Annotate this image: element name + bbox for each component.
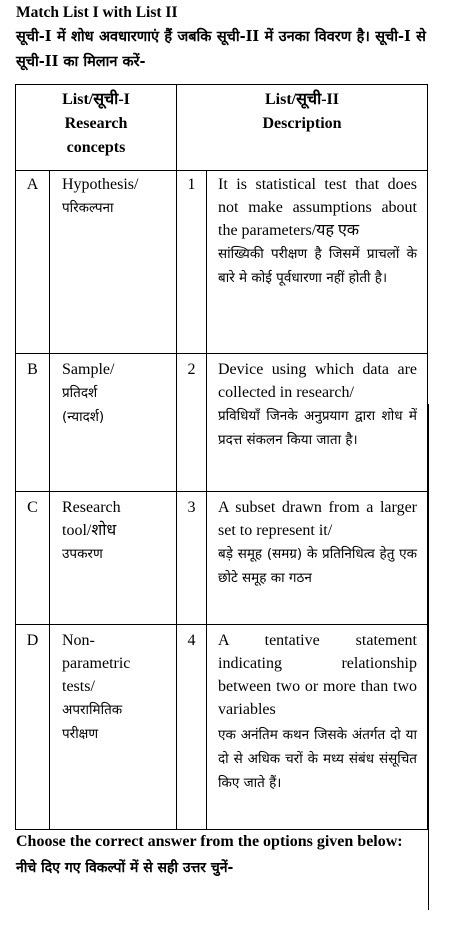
footer-hindi: नीचे दिए गए विकल्पों में से सही उत्तर चुनें- <box>16 860 234 876</box>
page-right-rule <box>428 404 429 910</box>
concept-line: Hypothesis/ <box>62 176 139 193</box>
concept-line: Sample/ <box>62 361 115 378</box>
row-letter: A <box>16 171 50 354</box>
list-1-header-line: Research <box>64 115 128 132</box>
footer-english: Choose the correct answer from the options given below: <box>16 833 403 850</box>
description <box>207 354 428 492</box>
description <box>207 625 428 830</box>
description <box>207 171 428 354</box>
concept-line: अपरामितिक <box>62 702 123 718</box>
description-english: Device using which data are collected in research/ <box>218 361 417 401</box>
description-english: A subset drawn from a larger set to represent it/ <box>218 499 417 539</box>
match-table <box>15 84 428 830</box>
row-letter: C <box>16 492 50 625</box>
research-concept <box>50 171 177 354</box>
concept-line: प्रतिदर्श <box>62 385 98 401</box>
list-1-header-line: List/सूची-I <box>62 91 130 108</box>
description-hindi: एक अनंतिम कथन जिसके अंतर्गत दो या दो से अधिक चरों के मध्य संबंध संसूचित किए जाते हैं। <box>218 727 417 791</box>
description-english: A tentative statement indicating relationship between two or more than two variables <box>218 632 417 718</box>
concept-line: tool/शोध <box>62 522 117 539</box>
row-letter: D <box>16 625 50 830</box>
row-number: 3 <box>177 492 207 625</box>
research-concept <box>50 492 177 625</box>
description <box>207 492 428 625</box>
concept-line: (न्यादर्श) <box>62 409 105 425</box>
concept-line: tests/ <box>62 678 95 695</box>
research-concept <box>50 625 177 830</box>
table-row <box>16 625 428 830</box>
list-2-header-line: List/सूची-II <box>264 91 340 108</box>
table-row <box>16 354 428 492</box>
concept-line: parametric <box>62 655 131 672</box>
concept-line: Non- <box>62 632 95 649</box>
table-row <box>16 171 428 354</box>
list-1-header-line: concepts <box>66 139 126 156</box>
concept-line: परिकल्पना <box>62 200 114 216</box>
row-number: 4 <box>177 625 207 830</box>
description-hindi: प्रविधियाँ जिनके अनुप्रयाग द्वारा शोध में प्रदत्त संकलन किया जाता है। <box>218 408 417 448</box>
description-hindi: बड़े समूह (समग्र) के प्रतिनिधित्व हेतु एक छोटे समूह का गठन <box>218 546 417 586</box>
question-title: Match List I with List II <box>16 4 178 21</box>
list-2-header <box>177 85 428 171</box>
concept-line: Research <box>62 499 121 516</box>
concept-line: उपकरण <box>62 546 103 562</box>
description-hindi: सांख्यिकी परीक्षण है जिसमें प्राचलों के बारे मे कोई पूर्वधारणा नहीं होती है। <box>218 246 417 286</box>
row-letter: B <box>16 354 50 492</box>
description-english: It is statistical test that does not make assumptions about the parameters/यह एक <box>218 176 417 239</box>
table-header-row <box>16 85 428 171</box>
hindi-instruction: सूची-I में शोध अवधारणाएं हैं जबकि सूची-II में उनका विवरण है। सूची-I से सूची-II का मिलान करें- <box>16 28 426 70</box>
research-concept <box>50 354 177 492</box>
answer-instruction <box>16 831 426 881</box>
list-2-header-line: Description <box>262 115 342 132</box>
row-number: 2 <box>177 354 207 492</box>
table-row <box>16 492 428 625</box>
list-1-header <box>16 85 177 171</box>
row-number: 1 <box>177 171 207 354</box>
concept-line: परीक्षण <box>62 726 99 742</box>
